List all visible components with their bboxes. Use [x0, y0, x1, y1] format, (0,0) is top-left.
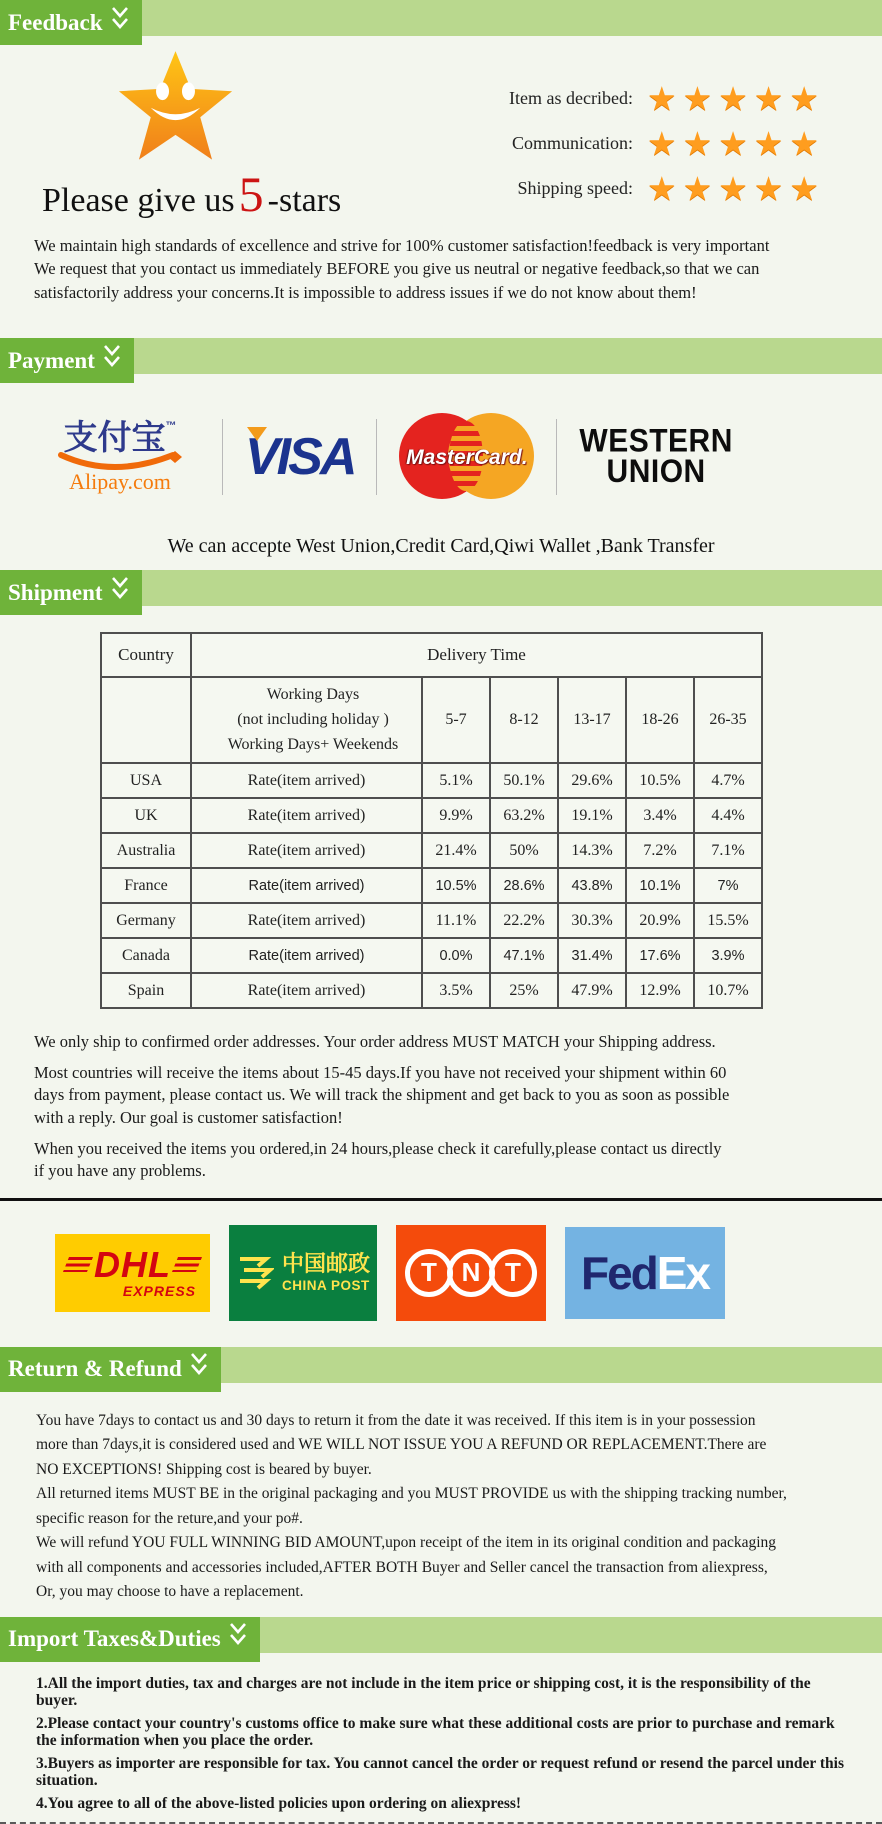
- day-range-cell: 18-26: [626, 677, 694, 763]
- list-item: 4.You agree to all of the above-listed policies upon ordering on aliexpress!: [36, 1794, 522, 1812]
- day-range-cell: 13-17: [558, 677, 626, 763]
- chevron-double-down-icon: [110, 5, 130, 41]
- rate-cell: 31.4%: [558, 938, 626, 973]
- fedex-fed-text: Fed: [580, 1246, 657, 1299]
- china-post-chinese-text: 中国邮政: [281, 1252, 370, 1278]
- shipment-header-tab: [0, 570, 142, 615]
- carrier-logo-row: [55, 1223, 882, 1323]
- rate-cell: 22.2%: [490, 903, 558, 938]
- shipping-policy-line: Most countries will receive the items about 15-45 days.If you have not received your shipment within 60: [34, 1063, 727, 1083]
- star-icon: ★: [647, 81, 683, 118]
- rate-cell: 10.7%: [694, 973, 762, 1008]
- star-rating: [647, 169, 825, 209]
- working-days-cell: Working Days (not including holiday ) Working Days+ Weekends: [191, 677, 422, 763]
- rate-cell: 3.5%: [422, 973, 490, 1008]
- import-taxes-header-label: Import Taxes&Duties: [8, 1626, 221, 1652]
- divider: [376, 419, 377, 495]
- slogan-prefix: Please give us: [42, 182, 235, 219]
- rate-cell: 7.2%: [626, 833, 694, 868]
- country-cell: USA: [101, 763, 191, 798]
- dhl-stripes-icon: [172, 1257, 202, 1272]
- payment-note: We can accepte West Union,Credit Card,Qiwi Wallet ,Bank Transfer: [167, 535, 715, 558]
- rate-cell: 63.2%: [490, 798, 558, 833]
- rate-cell: 10.5%: [422, 868, 490, 903]
- feedback-section-header: [0, 0, 882, 46]
- star-icon: ★: [718, 126, 754, 163]
- rate-cell: 14.3%: [558, 833, 626, 868]
- western-union-logo: [579, 423, 733, 490]
- rate-cell: 21.4%: [422, 833, 490, 868]
- payment-header-label: Payment: [8, 347, 95, 373]
- rate-cell: 3.4%: [626, 798, 694, 833]
- star-icon: ★: [682, 126, 719, 163]
- feedback-paragraph-line: We request that you contact us immediately BEFORE you give us neutral or negative feedback,so that we can: [34, 259, 760, 279]
- five-star-slogan: [42, 166, 448, 222]
- empty-cell: [101, 677, 191, 763]
- star-rating: [647, 124, 825, 164]
- rating-label: Communication:: [512, 133, 633, 153]
- day-range-cell: 8-12: [490, 677, 558, 763]
- china-post-emblem-icon: [236, 1251, 274, 1295]
- table-row: [101, 868, 762, 903]
- visa-text: VISA: [245, 427, 355, 486]
- rate-cell: 17.6%: [626, 938, 694, 973]
- rate-cell: 4.4%: [694, 798, 762, 833]
- return-refund-line: more than 7days,it is considered used and WE WILL NOT ISSUE YOU A REFUND OR REPLACEMENT.There are: [36, 1436, 767, 1454]
- dhl-stripes-icon: [63, 1257, 93, 1272]
- tnt-logo: [396, 1225, 546, 1321]
- china-post-english-text: CHINA POST: [281, 1277, 370, 1293]
- alipay-logo: [40, 418, 200, 494]
- rate-cell: 11.1%: [422, 903, 490, 938]
- payment-section-header: [0, 338, 882, 384]
- import-taxes-section-header: [0, 1617, 882, 1663]
- return-refund-paragraph: [36, 1409, 852, 1605]
- rate-cell: 9.9%: [422, 798, 490, 833]
- delivery-time-header-cell: Delivery Time: [191, 633, 762, 677]
- rate-cell: 3.9%: [694, 938, 762, 973]
- rating-label: Shipping speed:: [517, 178, 633, 198]
- chevron-double-down-icon: [228, 1621, 248, 1657]
- rate-label-cell: Rate(item arrived): [191, 903, 422, 938]
- list-item: 3.Buyers as importer are responsible for tax. You cannot cancel the order or request refund or resend the parcel under this situation.: [36, 1754, 844, 1790]
- western-union-line1: WESTERN: [579, 423, 733, 460]
- alipay-chinese-text: 支付宝™: [63, 418, 177, 457]
- star-icon: ★: [753, 81, 790, 118]
- smiley-star-icon: [113, 50, 238, 162]
- table-row: [101, 798, 762, 833]
- rate-label-cell: Rate(item arrived): [191, 833, 422, 868]
- alipay-site-text: Alipay.com: [69, 468, 171, 494]
- rating-row-item-as-described: [448, 76, 825, 121]
- star-icon: ★: [789, 126, 825, 163]
- visa-logo: [245, 427, 355, 486]
- western-union-line2: UNION: [606, 453, 706, 490]
- import-taxes-header-tab: [0, 1617, 260, 1662]
- mastercard-logo: [399, 413, 534, 501]
- star-icon: ★: [789, 81, 825, 118]
- feedback-paragraph-line: We maintain high standards of excellence and strive for 100% customer satisfaction!feedback is very important: [34, 236, 770, 255]
- rate-label-cell: Rate(item arrived): [191, 938, 422, 973]
- slogan-suffix: -stars: [267, 182, 342, 219]
- return-refund-line: We will refund YOU FULL WINNING BID AMOUNT,upon receipt of the item in its original condition and packaging: [36, 1534, 777, 1552]
- tnt-circle-letter: T: [489, 1249, 537, 1297]
- star-icon: ★: [753, 126, 790, 163]
- star-icon: ★: [682, 81, 719, 118]
- delivery-time-table: [100, 632, 763, 1009]
- rate-cell: 0.0%: [422, 938, 490, 973]
- day-range-cell: 26-35: [694, 677, 762, 763]
- return-refund-section-header: [0, 1347, 882, 1393]
- rate-cell: 19.1%: [558, 798, 626, 833]
- rate-label-cell: Rate(item arrived): [191, 973, 422, 1008]
- rate-cell: 50%: [490, 833, 558, 868]
- tnt-circle-letter: T: [405, 1249, 453, 1297]
- feedback-paragraph: [34, 234, 848, 304]
- star-icon: ★: [647, 126, 683, 163]
- rate-cell: 10.1%: [626, 868, 694, 903]
- table-row: [101, 973, 762, 1008]
- shipping-policy-line: with a reply. Our goal is customer satisfaction!: [34, 1107, 343, 1127]
- dhl-text: DHL: [94, 1243, 171, 1285]
- return-refund-line: specific reason for the reture,and your po#.: [36, 1509, 303, 1527]
- shipping-policy-paragraph: [34, 1031, 848, 1182]
- country-cell: Spain: [101, 973, 191, 1008]
- rate-cell: 30.3%: [558, 903, 626, 938]
- country-header-cell: Country: [101, 633, 191, 677]
- divider: [222, 419, 223, 495]
- list-item: 2.Please contact your country's customs office to make sure what these additional costs are prior to purchase and remark the information when you place the order.: [36, 1714, 835, 1750]
- star-icon: ★: [647, 171, 683, 208]
- feedback-header-label: Feedback: [8, 9, 103, 35]
- rate-cell: 10.5%: [626, 763, 694, 798]
- rate-cell: 25%: [490, 973, 558, 1008]
- rate-label-cell: Rate(item arrived): [191, 763, 422, 798]
- rate-label-cell: Rate(item arrived): [191, 798, 422, 833]
- return-refund-header-label: Return & Refund: [8, 1356, 182, 1382]
- return-refund-line: All returned items MUST BE in the original packaging and you MUST PROVIDE us with the shipping tracking number,: [36, 1485, 787, 1503]
- rating-row-shipping-speed: [448, 166, 825, 211]
- feedback-body: [0, 46, 882, 220]
- table-row: [101, 903, 762, 938]
- feedback-left: [28, 50, 448, 220]
- china-post-logo: [229, 1225, 377, 1321]
- rating-label: Item as decribed:: [509, 88, 633, 108]
- fedex-ex-text: Ex: [656, 1246, 710, 1299]
- return-refund-header-tab: [0, 1347, 221, 1392]
- rate-cell: 47.1%: [490, 938, 558, 973]
- rate-cell: 4.7%: [694, 763, 762, 798]
- chevron-double-down-icon: [102, 343, 122, 379]
- star-icon: ★: [718, 171, 754, 208]
- rating-list: [448, 76, 825, 220]
- chevron-double-down-icon: [189, 1351, 209, 1387]
- shipping-policy-line: if you have any problems.: [34, 1160, 206, 1180]
- star-icon: ★: [753, 171, 790, 208]
- return-refund-line: with all components and accessories included,AFTER BOTH Buyer and Seller cancel the transaction from aliexpress,: [36, 1558, 768, 1576]
- shipment-header-label: Shipment: [8, 579, 103, 605]
- star-icon: ★: [718, 81, 754, 118]
- rate-cell: 20.9%: [626, 903, 694, 938]
- rating-row-communication: [448, 121, 825, 166]
- country-cell: France: [101, 868, 191, 903]
- table-row: [101, 938, 762, 973]
- star-icon: ★: [789, 171, 825, 208]
- table-row: [101, 833, 762, 868]
- shipping-policy-line: days from payment, please contact us. We will track the shipment and get back to you as soon as possible: [34, 1085, 730, 1105]
- section-divider: [0, 1198, 882, 1201]
- rate-cell: 15.5%: [694, 903, 762, 938]
- feedback-header-tab: [0, 0, 142, 45]
- rate-cell: 5.1%: [422, 763, 490, 798]
- import-taxes-list: [36, 1675, 852, 1813]
- mastercard-text: MasterCard.: [406, 445, 528, 469]
- list-item: 1.All the import duties, tax and charges are not include in the item price or shipping cost, it is the responsibility of the buyer.: [36, 1674, 811, 1710]
- feedback-paragraph-line: satisfactorily address your concerns.It is impossible to address issues if we do not know about them!: [34, 282, 697, 302]
- payment-header-tab: [0, 338, 134, 383]
- return-refund-line: Or, you may choose to have a replacement.: [36, 1583, 304, 1601]
- day-range-cell: 5-7: [422, 677, 490, 763]
- dhl-logo: [55, 1234, 210, 1312]
- country-cell: Germany: [101, 903, 191, 938]
- rate-label-cell: Rate(item arrived): [191, 868, 422, 903]
- country-cell: Canada: [101, 938, 191, 973]
- chevron-double-down-icon: [110, 575, 130, 611]
- dhl-express-text: EXPRESS: [122, 1282, 196, 1299]
- return-refund-line: NO EXCEPTIONS! Shipping cost is beared by buyer.: [36, 1460, 372, 1478]
- rate-cell: 50.1%: [490, 763, 558, 798]
- country-cell: UK: [101, 798, 191, 833]
- shipping-policy-line: We only ship to confirmed order addresses. Your order address MUST MATCH your Shipping address.: [34, 1032, 716, 1052]
- rate-cell: 29.6%: [558, 763, 626, 798]
- shipment-section-header: [0, 570, 882, 616]
- working-days-row: [101, 677, 762, 763]
- rate-cell: 7.1%: [694, 833, 762, 868]
- fedex-logo: [565, 1227, 725, 1319]
- rate-cell: 12.9%: [626, 973, 694, 1008]
- table-header-row: [101, 633, 762, 677]
- slogan-number: 5: [238, 166, 264, 222]
- rate-cell: 28.6%: [490, 868, 558, 903]
- divider: [556, 419, 557, 495]
- star-icon: ★: [682, 171, 719, 208]
- rate-cell: 47.9%: [558, 973, 626, 1008]
- rate-cell: 7%: [694, 868, 762, 903]
- country-cell: Australia: [101, 833, 191, 868]
- return-refund-line: You have 7days to contact us and 30 days to return it from the date it was received. If this item is in your possession: [36, 1411, 756, 1429]
- visa-flick-icon: [247, 427, 267, 441]
- payment-logo-row: [40, 404, 882, 509]
- rate-cell: 43.8%: [558, 868, 626, 903]
- table-row: [101, 763, 762, 798]
- tnt-circle-letter: N: [447, 1249, 495, 1297]
- shipping-policy-line: When you received the items you ordered,in 24 hours,please check it carefully,please contact us directly: [34, 1138, 722, 1158]
- star-rating: [647, 79, 825, 119]
